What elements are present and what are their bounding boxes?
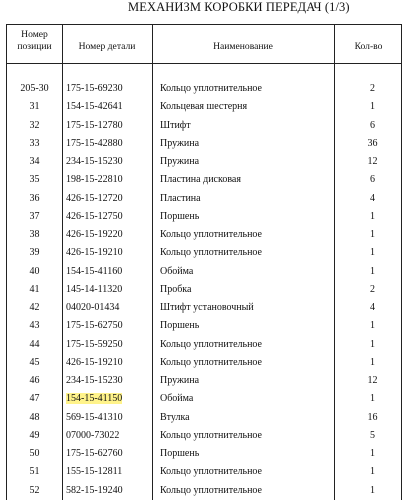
position-cell: 41 xyxy=(29,283,40,295)
table-row xyxy=(7,299,401,317)
table-row xyxy=(7,226,401,244)
part-number-cell: 154-15-42641 xyxy=(66,101,123,113)
name-cell: Втулка xyxy=(160,411,190,423)
part-number-cell: 155-15-12811 xyxy=(66,466,123,478)
position-cell: 31 xyxy=(29,101,40,113)
table-row xyxy=(7,244,401,262)
name-cell: Кольцо уплотнительное xyxy=(160,229,262,240)
part-number-cell: 175-15-59250 xyxy=(66,338,123,350)
position-cell: 36 xyxy=(29,192,40,204)
part-number-cell: 145-14-11320 xyxy=(66,283,123,295)
table-row xyxy=(7,390,401,408)
qty-cell: 2 xyxy=(370,283,375,295)
qty-cell: 6 xyxy=(370,174,375,186)
qty-cell: 36 xyxy=(367,137,378,149)
table-row xyxy=(7,354,401,372)
part-number-cell: 07000-73022 xyxy=(66,429,120,441)
table-row xyxy=(7,372,401,390)
position-cell: 43 xyxy=(29,320,40,332)
table-row xyxy=(7,463,401,481)
table-row xyxy=(7,317,401,335)
name-cell: Пластина дисковая xyxy=(160,174,241,186)
table-row xyxy=(7,427,401,445)
name-cell: Поршень xyxy=(160,210,200,222)
qty-cell: 1 xyxy=(370,484,375,496)
part-number-cell: 198-15-22810 xyxy=(66,174,123,186)
position-cell: 45 xyxy=(29,356,40,368)
part-number-cell: 569-15-41310 xyxy=(66,411,123,423)
qty-cell: 1 xyxy=(370,338,375,350)
qty-cell: 1 xyxy=(370,448,375,459)
page-title: МЕХАНИЗМ КОРОБКИ ПЕРЕДАЧ (1/3) xyxy=(128,0,350,14)
position-cell: 52 xyxy=(29,484,40,496)
table-row xyxy=(7,263,401,281)
table-row xyxy=(7,409,401,427)
name-cell: Пружина xyxy=(160,375,200,386)
part-number-cell: 234-15-15230 xyxy=(66,375,123,386)
table-row xyxy=(7,445,401,463)
position-cell: 46 xyxy=(29,375,40,386)
position-cell: 37 xyxy=(29,210,40,222)
name-cell: Пружина xyxy=(160,137,200,149)
part-number-cell: 175-15-12780 xyxy=(66,119,123,131)
part-number-cell: 426-15-19210 xyxy=(66,247,123,259)
header-position xyxy=(7,29,62,53)
header-name: Наименование xyxy=(213,41,273,52)
name-cell: Штифт установочный xyxy=(160,302,254,313)
part-number-cell: 426-15-12750 xyxy=(66,210,123,222)
table-row xyxy=(7,98,401,116)
name-cell: Пластина xyxy=(160,192,201,204)
name-cell: Пружина xyxy=(160,156,200,167)
qty-cell: 1 xyxy=(370,393,375,405)
table-row xyxy=(7,171,401,189)
part-number-cell: 175-15-42880 xyxy=(66,137,123,149)
name-cell: Кольцевая шестерня xyxy=(160,101,248,113)
position-cell: 38 xyxy=(29,229,40,240)
qty-cell: 5 xyxy=(370,429,375,441)
name-cell: Штифт xyxy=(160,119,191,131)
name-cell: Пробка xyxy=(160,283,192,295)
header-qty: Кол-во xyxy=(354,41,383,52)
table-row xyxy=(7,117,401,135)
part-number-cell: 234-15-15230 xyxy=(66,156,123,167)
part-number-cell: 426-15-19210 xyxy=(66,356,123,368)
qty-cell: 1 xyxy=(370,265,375,277)
position-cell: 35 xyxy=(29,174,40,186)
qty-cell: 2 xyxy=(370,83,375,94)
position-cell: 33 xyxy=(29,137,40,149)
qty-cell: 1 xyxy=(370,466,375,478)
name-cell: Поршень xyxy=(160,448,200,459)
table-row xyxy=(7,153,401,171)
name-cell: Поршень xyxy=(160,320,200,332)
position-cell: 39 xyxy=(29,247,40,259)
position-cell: 47 xyxy=(29,393,40,405)
highlighted-part-number: 154-15-41150 xyxy=(66,393,123,405)
position-cell: 44 xyxy=(29,338,40,350)
position-cell: 32 xyxy=(29,119,40,131)
part-number-cell: 154-15-41160 xyxy=(66,265,123,277)
part-number-cell: 426-15-12720 xyxy=(66,192,123,204)
qty-cell: 4 xyxy=(370,192,375,204)
qty-cell: 1 xyxy=(370,101,375,113)
part-number-cell: 04020-01434 xyxy=(66,302,120,313)
position-cell: 34 xyxy=(29,156,40,167)
part-number-cell: 175-15-69230 xyxy=(66,83,123,94)
part-number-cell xyxy=(66,390,152,408)
table-row xyxy=(7,80,401,98)
qty-cell: 1 xyxy=(370,229,375,240)
qty-cell: 1 xyxy=(370,320,375,332)
table-row xyxy=(7,482,401,500)
table-row xyxy=(7,190,401,208)
part-number-cell: 175-15-62760 xyxy=(66,448,123,459)
part-number-cell: 175-15-62750 xyxy=(66,320,123,332)
qty-cell: 6 xyxy=(370,119,375,131)
name-cell: Кольцо уплотнительное xyxy=(160,484,262,496)
qty-cell: 12 xyxy=(367,375,378,386)
part-number-cell: 426-15-19220 xyxy=(66,229,123,240)
position-cell: 205-30 xyxy=(20,83,49,94)
table-row xyxy=(7,208,401,226)
qty-cell: 4 xyxy=(370,302,375,313)
position-cell: 42 xyxy=(29,302,40,313)
position-cell: 48 xyxy=(29,411,40,423)
name-cell: Кольцо уплотнительное xyxy=(160,338,262,350)
position-cell: 40 xyxy=(29,265,40,277)
position-cell: 49 xyxy=(29,429,40,441)
name-cell: Кольцо уплотнительное xyxy=(160,247,262,259)
position-cell: 50 xyxy=(29,448,40,459)
table-row xyxy=(7,135,401,153)
qty-cell: 12 xyxy=(367,156,378,167)
name-cell: Обойма xyxy=(160,393,194,405)
table-row xyxy=(7,281,401,299)
header-position-line1: Номер xyxy=(21,29,48,40)
name-cell: Кольцо уплотнительное xyxy=(160,429,262,441)
position-cell: 51 xyxy=(29,466,40,478)
qty-cell: 1 xyxy=(370,356,375,368)
parts-table xyxy=(6,24,402,500)
name-cell: Кольцо уплотнительное xyxy=(160,83,262,94)
header-part-number: Номер детали xyxy=(78,41,136,52)
header-position-line2: позиции xyxy=(17,41,52,52)
qty-cell: 1 xyxy=(370,210,375,222)
name-cell: Обойма xyxy=(160,265,194,277)
name-cell: Кольцо уплотнительное xyxy=(160,356,262,368)
part-number-cell: 582-15-19240 xyxy=(66,484,123,496)
qty-cell: 1 xyxy=(370,247,375,259)
header-divider xyxy=(7,63,401,64)
name-cell: Кольцо уплотнительное xyxy=(160,466,262,478)
qty-cell: 16 xyxy=(367,411,378,423)
table-row xyxy=(7,336,401,354)
